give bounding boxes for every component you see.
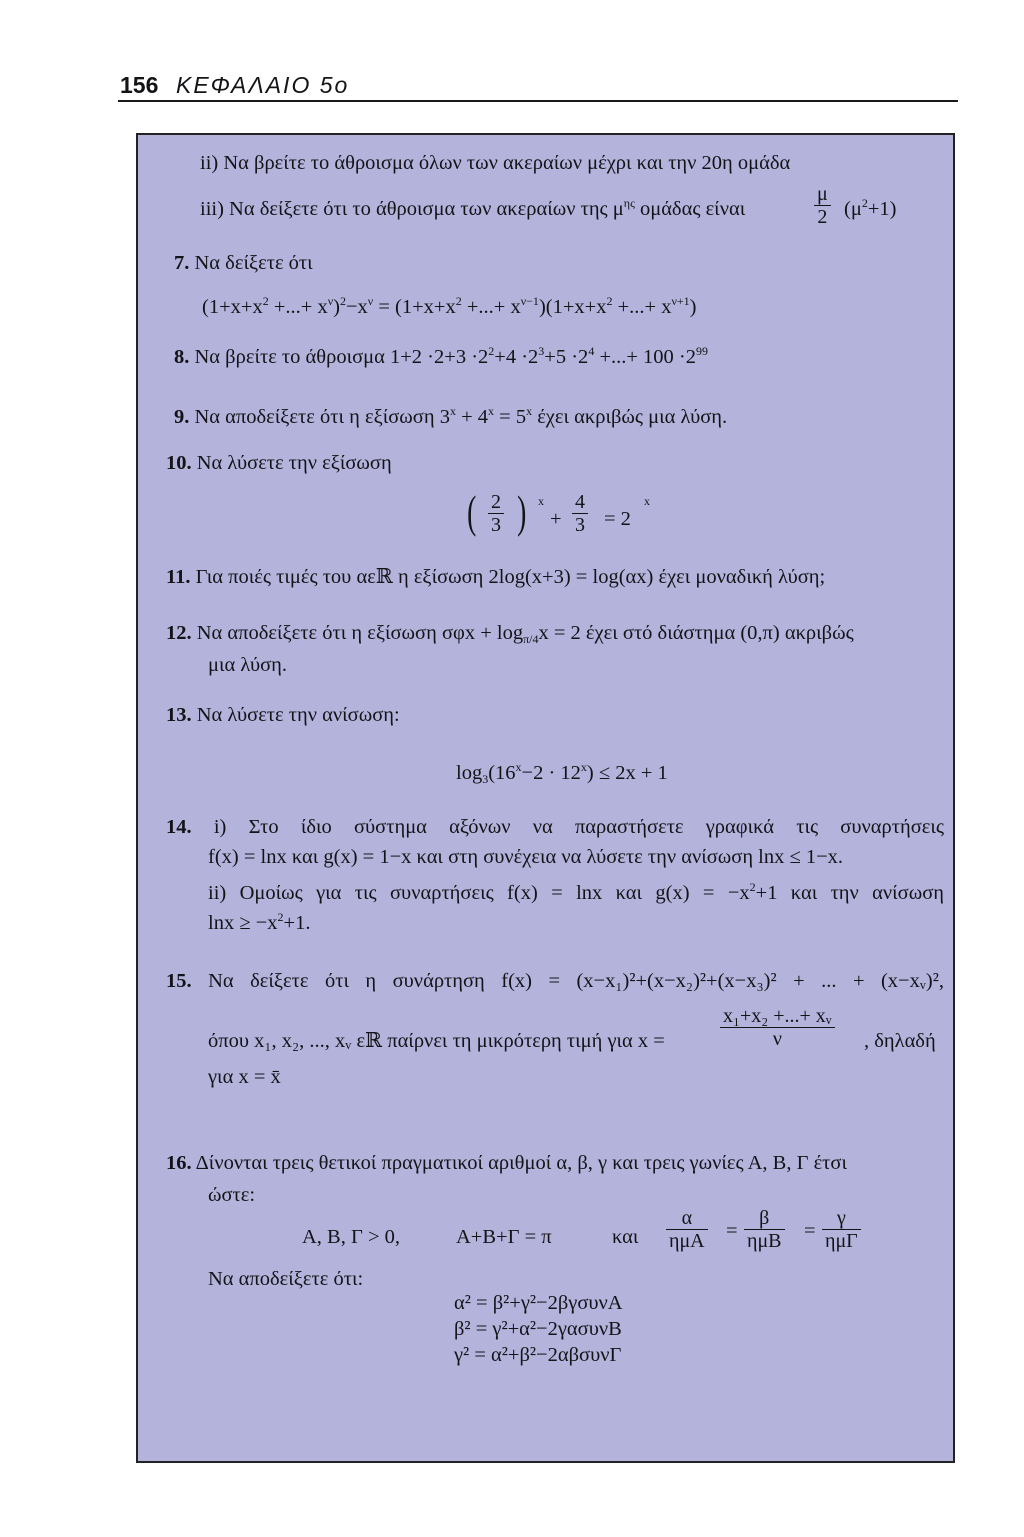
exercise-10: 10. Να λύσετε την εξίσωση (166, 452, 392, 474)
exercise-11: 11. Για ποιές τιμές του αεℝ η εξίσωση 2log(x+3) = log(αx) έχει μοναδική λύση; (166, 566, 826, 588)
exercise-16-line2: ώστε: (208, 1184, 256, 1206)
exercise-6-factor: $(\mu^2+1)$ (844, 196, 897, 220)
exercise-16-law2: β² = γ²+α²−2γασυνΒ (454, 1318, 622, 1340)
page-header (118, 70, 958, 102)
exercise-7: 7. Να δείξετε ότι (174, 252, 313, 274)
chapter-title: ΚΕΦΑΛΑΙΟ 5ο (176, 72, 350, 98)
exercise-16-sine-law: $\frac{\alpha}{\text{ημΑ}}$ = $\frac{\beta}{\text{ημΒ}}$ = $\frac{\gamma}{\text{ημΓ}}$ (666, 1207, 886, 1267)
exercise-15-line1: 15. Να δείξετε ότι η συνάρτηση f(x) = (x−x₁)²+(x−x₂)²+(x−x₃)² + ... + (x−xᵥ)², (166, 970, 944, 992)
exercise-10-equation: ( $\frac{2}{3}$ ) x + $\frac{4}{3}$ = 2 x (467, 486, 650, 537)
exercise-14-i-line1: 14. i) Στο ίδιο σύστημα αξόνων να παραστήσετε γραφικά τις συναρτήσεις (166, 816, 944, 838)
exercise-7-identity: ($1+x+x^2$ +...+ $x^\nu)^2-x^\nu = (1+x+x^2$ +...+ $x^{\nu-1})(1+x+x^2$ +...+ $x^{\nu+1}$) (202, 294, 697, 318)
exercise-13-inequality: $\log_3(16^x-2 \cdot 12^x) \le 2x + 1$ (456, 760, 668, 786)
exercise-15-line2: όπου x₁, x₂, ..., xᵥ εℝ παίρνει τη μικρότερη τιμή για x = (208, 1030, 665, 1052)
exercise-9: 9. Να αποδείξετε ότι η εξίσωση $3^x + 4^x = 5^x$ έχει ακριβώς μια λύση. (174, 404, 728, 428)
exercise-6-fraction: $\frac{\mu}{2}$ (814, 183, 831, 228)
exercise-16-line1: 16. Δίνονται τρεις θετικοί πραγματικοί αριθμοί α, β, γ και τρεις γωνίες Α, Β, Γ έτσι (166, 1152, 847, 1174)
exercise-12: 12. Να αποδείξετε ότι η εξίσωση $\sigma\varphi x + \log_{\pi/4}x = 2$ έχει στό διάστημα (0,π) ακριβώς (166, 622, 854, 646)
exercise-15-fraction: $\frac{\text{x₁+x₂ +...+ xᵥ}}{\nu}$ (720, 1005, 835, 1050)
exercise-14-ii-line2: $\ln x \ge -x^2+1$. (208, 910, 311, 934)
exercise-16-cond1: Α, Β, Γ > 0, (302, 1226, 401, 1248)
exercise-12-line2: μια λύση. (208, 654, 287, 676)
exercise-box (136, 133, 955, 1463)
exercise-16-law3: γ² = α²+β²−2αβσυνΓ (454, 1344, 622, 1366)
exercise-16-prove: Να αποδείξετε ότι: (208, 1268, 364, 1290)
exercise-15-line2-end: , δηλαδή (864, 1030, 936, 1052)
exercise-14-i-line2: f(x) = lnx και g(x) = 1−x και στη συνέχεια να λύσετε την ανίσωση lnx ≤ 1−x. (208, 846, 844, 868)
exercise-14-ii-line1: ii) Ομοίως για τις συναρτήσεις f(x) = lnx και $g(x) = -x^2+1$ και την ανίσωση (208, 880, 945, 904)
exercise-13: 13. Να λύσετε την ανίσωση: (166, 704, 400, 726)
exercise-8: 8. Να βρείτε το άθροισμα $1+2 \cdot 2+3 \cdot 2^2+4 \cdot 2^3+5 \cdot 2^4$ +...+ $100 \cdot 2^{99}$ (174, 344, 709, 368)
exercise-16-law1: α² = β²+γ²−2βγσυνΑ (454, 1292, 623, 1314)
exercise-16-cond2: Α+Β+Γ = π (456, 1226, 552, 1248)
exercise-6-iii: iii) Να δείξετε ότι το άθροισμα των ακεραίων της $\mu^{\eta\varsigma}$ ομάδας είναι (200, 196, 746, 220)
exercise-6-ii: ii) Να βρείτε το άθροισμα όλων των ακεραίων μέχρι και την 20η ομάδα (200, 152, 791, 174)
exercise-15-line3: για x = x̄ (208, 1066, 281, 1088)
page-number: 156 (120, 72, 159, 98)
exercise-16-cond3: και (612, 1226, 639, 1248)
